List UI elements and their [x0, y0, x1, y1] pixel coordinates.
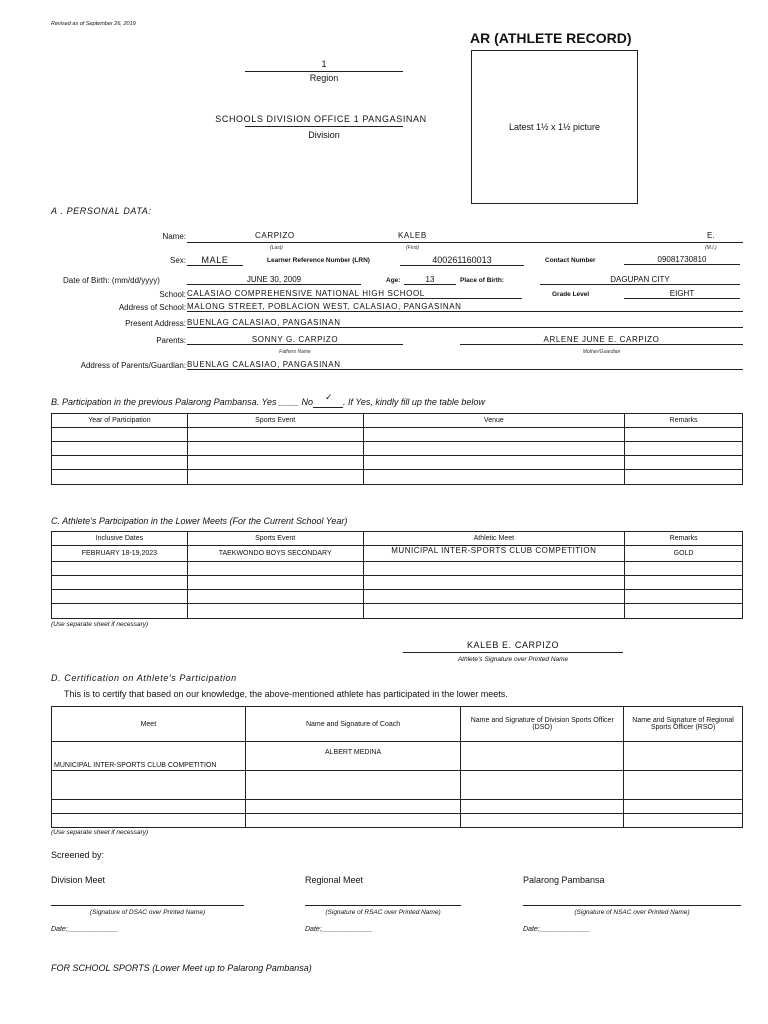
form-title: AR (ATHLETE RECORD)	[470, 30, 632, 46]
parents-label: Parents:	[156, 336, 186, 345]
section-c-title: C. Athlete's Participation in the Lower Meets (For the Current School Year)	[51, 516, 348, 526]
table-cell[interactable]: TAEKWONDO BOYS SECONDARY	[187, 546, 363, 562]
palarong-meet-date[interactable]: Date:_____________	[523, 926, 591, 933]
dob-label: Date of Birth: (mm/dd/yyyy)	[63, 276, 160, 285]
palarong-meet-sigline	[523, 905, 741, 906]
table-cell[interactable]	[52, 604, 188, 619]
table-cell[interactable]	[52, 442, 188, 456]
table-cell[interactable]	[363, 456, 625, 470]
table-row	[52, 442, 743, 456]
table-row	[52, 456, 743, 470]
section-a-title: A . PERSONAL DATA:	[51, 206, 152, 216]
table-cell[interactable]	[245, 814, 461, 828]
palarong-meet-sig-caption: (Signature of NSAC over Printed Name)	[574, 909, 690, 916]
parents-address-value[interactable]: BUENLAG CALASIAO, PANGASINAN	[187, 360, 743, 370]
school-value[interactable]: CALASIAO COMPREHENSIVE NATIONAL HIGH SCHOOL	[187, 289, 522, 299]
table-cell[interactable]	[52, 771, 246, 800]
region-value: 1	[321, 59, 327, 69]
sex-value[interactable]: MALE	[187, 255, 243, 266]
athlete-signature-caption: Athlete's Signature over Printed Name	[457, 656, 569, 663]
section-d-note: (Use separate sheet if necessary)	[51, 829, 149, 836]
table-cell[interactable]	[625, 590, 743, 604]
photo-placeholder-text: Latest 1½ x 1½ picture	[508, 122, 601, 132]
middle-initial[interactable]: E.	[707, 231, 715, 240]
table-cell[interactable]	[363, 562, 625, 576]
table-cell[interactable]	[624, 814, 743, 828]
table-cell[interactable]	[363, 442, 625, 456]
table-row	[52, 800, 743, 814]
table-cell[interactable]	[245, 771, 461, 800]
mother-name[interactable]: ARLENE JUNE E. CARPIZO	[460, 335, 743, 345]
table-cell[interactable]	[363, 590, 625, 604]
table-cell[interactable]	[461, 800, 624, 814]
table-cell[interactable]: GOLD	[625, 546, 743, 562]
check-icon: ✓	[325, 392, 333, 402]
table-cell[interactable]	[625, 470, 743, 485]
section-d-title: D. Certification on Athlete's Participation	[51, 673, 237, 683]
division-label: Division	[308, 130, 340, 140]
grade-label: Grade Level	[552, 291, 590, 298]
section-c-note: (Use separate sheet if necessary)	[51, 621, 149, 628]
no-answer[interactable]	[313, 392, 343, 408]
palarong-table	[51, 413, 743, 485]
table-cell[interactable]	[52, 814, 246, 828]
table-cell[interactable]	[52, 590, 188, 604]
table-cell[interactable]	[52, 800, 246, 814]
division-meet-sigline	[51, 905, 244, 906]
contact-value[interactable]: 09081730810	[624, 255, 740, 265]
screened-by-label: Screened by:	[51, 850, 105, 860]
table-cell[interactable]	[625, 604, 743, 619]
last-hint: (Last)	[270, 245, 283, 251]
table-cell[interactable]	[624, 800, 743, 814]
table-cell[interactable]	[625, 562, 743, 576]
table-row	[52, 576, 743, 590]
table-cell[interactable]	[363, 604, 625, 619]
lrn-value[interactable]: 400261160013	[400, 255, 524, 266]
age-label: Age:	[386, 277, 401, 284]
lower-meets-table	[51, 531, 743, 619]
col-venue: Venue	[363, 414, 625, 428]
table-cell[interactable]	[461, 742, 624, 771]
col-remarks: Remarks	[625, 414, 743, 428]
age-value[interactable]: 13	[404, 275, 456, 285]
table-cell[interactable]	[461, 814, 624, 828]
table-cell[interactable]	[363, 576, 625, 590]
table-cell[interactable]	[187, 428, 363, 442]
first-hint: (First)	[406, 245, 420, 251]
first-name[interactable]: KALEB	[398, 231, 427, 240]
certification-table	[51, 706, 743, 828]
col-meet: Meet	[52, 707, 246, 742]
present-address-label: Present Address:	[125, 319, 186, 328]
school-address-value[interactable]: MALONG STREET, POBLACION WEST, CALASIAO, PANGASINAN	[187, 302, 743, 312]
table-cell[interactable]	[363, 428, 625, 442]
table-cell[interactable]	[624, 771, 743, 800]
division-value: SCHOOLS DIVISION OFFICE 1 PANGASINAN	[215, 114, 427, 124]
division-meet-title: Division Meet	[51, 875, 106, 885]
table-cell[interactable]	[624, 742, 743, 771]
col-year: Year of Participation	[52, 414, 188, 428]
name-label: Name:	[162, 232, 186, 241]
athlete-signature-line	[403, 652, 623, 653]
table-cell[interactable]	[52, 470, 188, 485]
table-cell[interactable]	[52, 456, 188, 470]
col-sports-event: Sports Event	[187, 414, 363, 428]
contact-label: Contact Number	[545, 257, 596, 264]
division-meet-date[interactable]: Date:_____________	[51, 926, 119, 933]
col-sports-event: Sports Event	[187, 532, 363, 546]
col-dso: Name and Signature of Division Sports Officer (DSO)	[461, 707, 624, 742]
grade-value[interactable]: EIGHT	[624, 289, 740, 299]
father-name[interactable]: SONNY G. CARPIZO	[187, 335, 403, 345]
table-cell[interactable]	[625, 456, 743, 470]
section-b-text-2: . If Yes, kindly fill up the table below	[343, 397, 485, 407]
table-cell[interactable]	[52, 576, 188, 590]
table-row	[52, 742, 743, 771]
table-row	[52, 771, 743, 800]
region-line	[245, 71, 403, 72]
table-cell[interactable]	[625, 428, 743, 442]
table-cell[interactable]	[52, 562, 188, 576]
table-cell[interactable]	[52, 428, 188, 442]
table-cell[interactable]	[625, 576, 743, 590]
school-address-label: Address of School:	[118, 303, 186, 312]
pob-label: Place of Birth:	[460, 277, 505, 284]
footer-note: FOR SCHOOL SPORTS (Lower Meet up to Palarong Pambansa)	[51, 963, 312, 973]
division-line	[245, 126, 403, 127]
table-cell[interactable]	[187, 470, 363, 485]
mi-hint: (M.I.)	[705, 245, 717, 251]
table-cell[interactable]	[187, 604, 363, 619]
table-row	[52, 470, 743, 485]
regional-meet-date[interactable]: Date:_____________	[305, 926, 373, 933]
table-cell[interactable]	[363, 470, 625, 485]
revision-note: Revised as of September 26, 2019	[51, 21, 136, 27]
table-cell[interactable]: MUNICIPAL INTER-SPORTS CLUB COMPETITION	[52, 742, 246, 771]
parents-address-label: Address of Parents/Guardian:	[80, 361, 186, 370]
last-name[interactable]: CARPIZO	[255, 231, 295, 240]
table-cell[interactable]	[187, 576, 363, 590]
pob-value[interactable]: DAGUPAN CITY	[540, 275, 740, 285]
table-cell[interactable]	[461, 771, 624, 800]
table-cell[interactable]	[245, 800, 461, 814]
regional-meet-title: Regional Meet	[305, 875, 364, 885]
regional-meet-sigline	[305, 905, 461, 906]
palarong-meet-title: Palarong Pambansa	[523, 875, 605, 885]
father-hint: Fathers Name	[279, 349, 311, 355]
section-b-question	[51, 392, 485, 408]
mother-hint: Mother/Guardian	[582, 349, 621, 355]
table-cell[interactable]	[187, 562, 363, 576]
dob-value[interactable]: JUNE 30, 2009	[187, 275, 361, 285]
present-address-value[interactable]: BUENLAG CALASIAO, PANGASINAN	[187, 318, 743, 328]
school-label: School:	[159, 290, 186, 299]
col-remarks: Remarks	[625, 532, 743, 546]
name-line	[187, 242, 743, 243]
region-label: Region	[309, 73, 339, 83]
table-row	[52, 562, 743, 576]
regional-meet-sig-caption: (Signature of RSAC over Printed Name)	[325, 909, 441, 916]
table-row	[52, 590, 743, 604]
table-row	[52, 428, 743, 442]
table-row	[52, 604, 743, 619]
table-row	[52, 814, 743, 828]
table-cell[interactable]: ALBERT MEDINA	[245, 742, 461, 771]
table-cell[interactable]	[187, 590, 363, 604]
table-row	[52, 546, 743, 562]
photo-box[interactable]	[471, 50, 638, 204]
athlete-signature-name[interactable]: KALEB E. CARPIZO	[466, 640, 560, 650]
table-cell[interactable]: FEBRUARY 18-19,2023	[52, 546, 188, 562]
table-cell[interactable]	[187, 442, 363, 456]
division-meet-sig-caption: (Signature of DSAC over Printed Name)	[89, 909, 206, 916]
col-rso: Name and Signature of Regional Sports Officer (RSO)	[624, 707, 743, 742]
col-athletic-meet: Athletic Meet	[363, 532, 625, 546]
col-inclusive-dates: Inclusive Dates	[52, 532, 188, 546]
sex-label: Sex:	[169, 256, 186, 265]
table-cell[interactable]	[625, 442, 743, 456]
col-coach: Name and Signature of Coach	[245, 707, 461, 742]
lrn-label: Learner Reference Number (LRN)	[267, 257, 370, 264]
table-cell[interactable]	[187, 456, 363, 470]
table-cell[interactable]: MUNICIPAL INTER-SPORTS CLUB COMPETITION	[363, 546, 625, 562]
section-b-text-1: B. Participation in the previous Palarong Pambansa. Yes ____ No	[51, 397, 313, 407]
certification-statement: This is to certify that based on our knowledge, the above-mentioned athlete has participated in the lower meets.	[64, 689, 508, 699]
